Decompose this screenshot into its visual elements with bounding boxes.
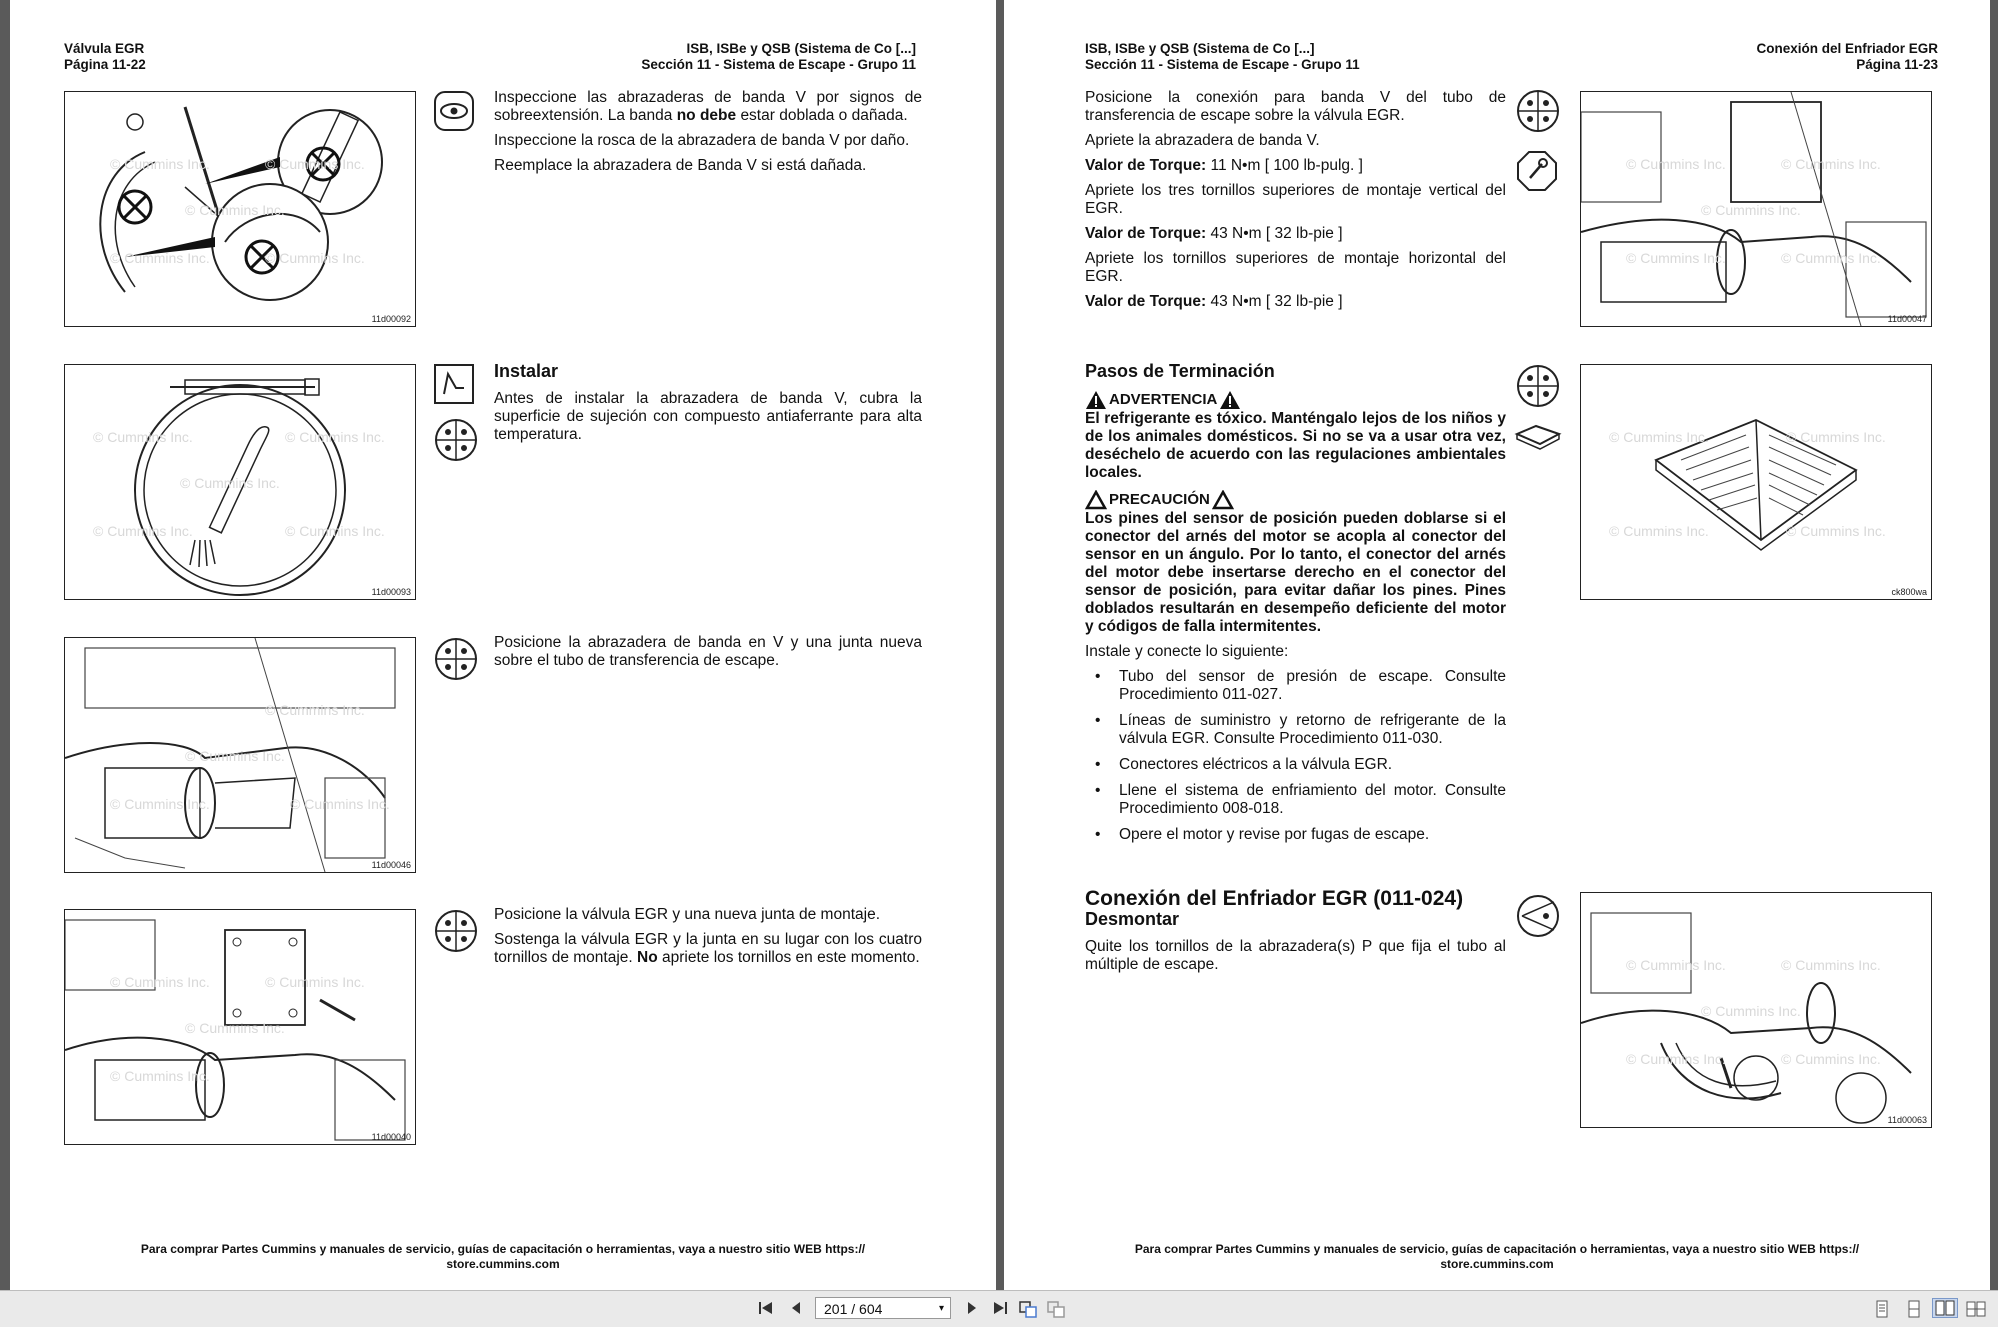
watermark: © Cummins Inc. — [110, 796, 210, 812]
figure-egr-tighten — [1580, 91, 1932, 327]
caution-triangle-icon — [1212, 490, 1234, 510]
figure-code: 11d00047 — [1887, 314, 1927, 324]
step-position-valve-text — [494, 906, 922, 974]
step-install-text — [494, 362, 922, 451]
torque-wrench-icon — [1516, 150, 1558, 192]
watermark: © Cummins Inc. — [1781, 1051, 1881, 1067]
watermark: © Cummins Inc. — [265, 702, 365, 718]
watermark: © Cummins Inc. — [1781, 156, 1881, 172]
watermark: © Cummins Inc. — [265, 156, 365, 172]
watermark: © Cummins Inc. — [185, 1020, 285, 1036]
skip-back-icon — [757, 1300, 775, 1316]
watermark: © Cummins Inc. — [185, 748, 285, 764]
watermark: © Cummins Inc. — [1626, 957, 1726, 973]
remove-icon — [1516, 894, 1560, 938]
first-page-button[interactable] — [756, 1300, 776, 1318]
continuous-view-button[interactable] — [1904, 1300, 1924, 1318]
chevron-left-icon — [789, 1300, 803, 1316]
caution-label: PRECAUCIÓN — [1109, 491, 1210, 508]
step-position-clamp-text — [494, 634, 922, 677]
footer-line1: Para comprar Partes Cummins y manuales de servicio, guías de capacitación o herramientas, vaya a nuestro sitio WEB https:// — [140, 1242, 866, 1256]
continuous-page-icon — [1906, 1300, 1922, 1318]
caution-triangle-icon — [1085, 490, 1107, 510]
watermark: © Cummins Inc. — [1786, 523, 1886, 539]
figure-code: 11d00092 — [371, 314, 411, 324]
inspect-eye-icon — [434, 91, 474, 131]
next-page-button[interactable] — [962, 1300, 982, 1318]
figure-code: 11d00093 — [371, 587, 411, 597]
figure-code: 11d00063 — [1887, 1115, 1927, 1125]
position-clamp-p1: Posicione la abrazadera de banda en V y una junta nueva sobre el tubo de transferencia de escape. — [494, 634, 922, 669]
install-icon — [434, 364, 474, 404]
watermark: © Cummins Inc. — [1701, 1003, 1801, 1019]
list-item: • Opere el motor y revise por fugas de escape. — [1119, 826, 1506, 844]
figure-egr-cooler — [1580, 892, 1932, 1128]
tighten-p3: Apriete los tres tornillos superiores de montaje vertical del EGR. — [1085, 182, 1506, 217]
warning-title — [1085, 390, 1506, 410]
torque-value: 11 N•m [ 100 lb-pulg. ] — [1210, 157, 1363, 174]
watermark: © Cummins Inc. — [285, 523, 385, 539]
wrench-tools-icon — [1516, 364, 1560, 408]
header-section-group: Sección 11 - Sistema de Escape - Grupo 11 — [1085, 57, 1360, 72]
right-footer — [1004, 1242, 1990, 1272]
watermark: © Cummins Inc. — [180, 475, 280, 491]
two-page-continuous-icon — [1966, 1300, 1986, 1318]
left-page — [10, 0, 996, 1290]
position-valve-p2: Sostenga la válvula EGR y la junta en su lugar con los cuatro tornillos de montaje. — [494, 931, 922, 966]
right-header-left — [1085, 41, 1360, 73]
chevron-right-icon — [965, 1300, 979, 1316]
watermark: © Cummins Inc. — [1701, 202, 1801, 218]
figure-egr-valve-position — [64, 909, 416, 1145]
watermark: © Cummins Inc. — [1781, 250, 1881, 266]
watermark: © Cummins Inc. — [265, 974, 365, 990]
inspect-p1: Inspeccione las abrazaderas de banda V por signos de sobreextensión. La banda — [494, 89, 922, 124]
figure-code: ck800wa — [1891, 587, 1927, 597]
wrench-tools-icon — [434, 909, 478, 953]
last-page-button[interactable] — [990, 1300, 1010, 1318]
step-remove-text — [1085, 887, 1506, 981]
inspect-p3: Reemplace la abrazadera de Banda V si está dañada. — [494, 157, 867, 174]
remove-p1: Quite los tornillos de la abrazadera(s) P que fija el tubo al múltiple de escape. — [1085, 938, 1506, 973]
watermark: © Cummins Inc. — [110, 1068, 210, 1084]
left-header-right — [641, 41, 916, 73]
wrench-tools-icon — [1516, 89, 1560, 133]
install-heading: Instalar — [494, 361, 559, 381]
watermark: © Cummins Inc. — [285, 429, 385, 445]
viewer-toolbar — [0, 1290, 1998, 1327]
single-page-view-button[interactable] — [1872, 1300, 1892, 1318]
watermark: © Cummins Inc. — [1626, 156, 1726, 172]
watermark: © Cummins Inc. — [1626, 250, 1726, 266]
two-page-view-button[interactable] — [1932, 1298, 1958, 1318]
tighten-p1: Posicione la conexión para banda V del tubo de transferencia de escape sobre la válvula EGR. — [1085, 89, 1506, 124]
torque-value: 43 N•m [ 32 lb-pie ] — [1210, 225, 1343, 242]
fit-page-button[interactable] — [1046, 1300, 1066, 1318]
step-finishing-text — [1085, 362, 1506, 852]
inspect-p1-end: estar doblada o dañada. — [740, 107, 908, 124]
list-item: • Tubo del sensor de presión de escape. Consulte Procedimiento 011-027. — [1119, 668, 1506, 704]
footer-line1: Para comprar Partes Cummins y manuales de servicio, guías de capacitación o herramientas, vaya a nuestro sitio WEB https:// — [1134, 1242, 1860, 1256]
watermark: © Cummins Inc. — [1781, 957, 1881, 973]
watermark: © Cummins Inc. — [1609, 523, 1709, 539]
skip-forward-icon — [991, 1300, 1009, 1316]
finishing-heading: Pasos de Terminación — [1085, 361, 1275, 381]
torque-label: Valor de Torque: — [1085, 157, 1207, 174]
watermark: © Cummins Inc. — [93, 429, 193, 445]
header-page-number: Página 11-23 — [1856, 57, 1938, 72]
tighten-p4: Apriete los tornillos superiores de montaje horizontal del EGR. — [1085, 250, 1506, 285]
warning-triangle-icon — [1219, 390, 1241, 410]
watermark: © Cummins Inc. — [93, 523, 193, 539]
install-p1: Antes de instalar la abrazadera de banda V, cubra la superficie de sujeción con compuesto antiaferrante para alta temperatura. — [494, 390, 922, 443]
position-valve-p2-end: apriete los tornillos en este momento. — [662, 949, 920, 966]
right-page — [1004, 0, 1990, 1290]
procedure-heading: Conexión del Enfriador EGR (011-024) — [1085, 887, 1464, 910]
prev-page-button[interactable] — [786, 1300, 806, 1318]
figure-code: 11d00040 — [371, 1132, 411, 1142]
two-page-continuous-button[interactable] — [1966, 1300, 1986, 1318]
header-section: Conexión del Enfriador EGR — [1756, 41, 1938, 56]
manual-book-icon — [1514, 420, 1562, 454]
remove-subheading: Desmontar — [1085, 909, 1180, 929]
warning-text: El refrigerante es tóxico. Manténgalo lejos de los niños y de los animales domésticos. Si no se va a usar otra vez, deséchelo de acuerdo con las regulaciones ambientales locales. — [1085, 410, 1506, 481]
copy-pages-icon — [1018, 1300, 1038, 1318]
two-page-icon — [1935, 1299, 1955, 1317]
watermark: © Cummins Inc. — [185, 202, 285, 218]
warning-label: ADVERTENCIA — [1109, 391, 1218, 408]
fit-icon — [1046, 1300, 1066, 1318]
figure-vband-position — [64, 637, 416, 873]
step-tighten-text — [1085, 89, 1506, 318]
header-page-number: Página 11-22 — [64, 57, 146, 72]
inspect-p1-bold: no debe — [676, 107, 737, 124]
watermark: © Cummins Inc. — [1609, 429, 1709, 445]
right-header-right — [1756, 41, 1938, 73]
watermark: © Cummins Inc. — [290, 796, 390, 812]
position-valve-p1: Posicione la válvula EGR y una nueva junta de montaje. — [494, 906, 881, 923]
figure-manual — [1580, 364, 1932, 600]
footer-line2: store.cummins.com — [446, 1257, 560, 1271]
position-valve-p2-bold: No — [637, 949, 658, 966]
rotate-button[interactable] — [1018, 1300, 1038, 1318]
list-item: • Conectores eléctricos a la válvula EGR. — [1119, 756, 1506, 774]
list-intro: Instale y conecte lo siguiente: — [1085, 643, 1289, 660]
watermark: © Cummins Inc. — [110, 156, 210, 172]
figure-antiseize — [64, 364, 416, 600]
caution-title — [1085, 490, 1506, 510]
torque-label: Valor de Torque: — [1085, 293, 1207, 310]
torque-label: Valor de Torque: — [1085, 225, 1207, 242]
header-manual-title: ISB, ISBe y QSB (Sistema de Co [...] — [1085, 41, 1315, 56]
watermark: © Cummins Inc. — [110, 250, 210, 266]
left-header-left — [64, 41, 146, 73]
watermark: © Cummins Inc. — [1786, 429, 1886, 445]
warning-triangle-icon — [1085, 390, 1107, 410]
chevron-down-icon: ▾ — [938, 1303, 944, 1314]
step-inspect-text — [494, 89, 922, 182]
header-section-group: Sección 11 - Sistema de Escape - Grupo 11 — [641, 57, 916, 72]
watermark: © Cummins Inc. — [265, 250, 365, 266]
figure-code: 11d00046 — [371, 860, 411, 870]
inspect-p2: Inspeccione la rosca de la abrazadera de banda V por daño. — [494, 132, 910, 149]
list-item: • Líneas de suministro y retorno de refrigerante de la válvula EGR. Consulte Procedimiento 011-030. — [1119, 712, 1506, 748]
tighten-p2: Apriete la abrazadera de banda V. — [1085, 132, 1320, 149]
page-indicator: 201 / 604 — [824, 1301, 883, 1317]
torque-value: 43 N•m [ 32 lb-pie ] — [1210, 293, 1343, 310]
install-list — [1085, 668, 1506, 844]
header-section: Válvula EGR — [64, 41, 145, 56]
wrench-tools-icon — [434, 637, 478, 681]
caution-text: Los pines del sensor de posición pueden doblarse si el conector del arnés del motor se acopla al conector del sensor en un ángulo. Por lo tanto, el conector del arnés del motor debe insertarse derecho en el conector del sensor de posición, para evitar dañar los pines. Pines doblados resultarán en desempeño deficiente del motor y códigos de falla intermitentes. — [1085, 510, 1506, 635]
header-manual-title: ISB, ISBe y QSB (Sistema de Co [...] — [686, 41, 916, 56]
single-page-icon — [1874, 1300, 1890, 1318]
left-footer — [10, 1242, 996, 1272]
figure-vband-inspection — [64, 91, 416, 327]
footer-line2: store.cummins.com — [1440, 1257, 1554, 1271]
watermark: © Cummins Inc. — [1626, 1051, 1726, 1067]
page-number-field[interactable] — [815, 1297, 951, 1319]
watermark: © Cummins Inc. — [110, 974, 210, 990]
wrench-tools-icon — [434, 418, 478, 462]
list-item: • Llene el sistema de enfriamiento del motor. Consulte Procedimiento 008-018. — [1119, 782, 1506, 818]
